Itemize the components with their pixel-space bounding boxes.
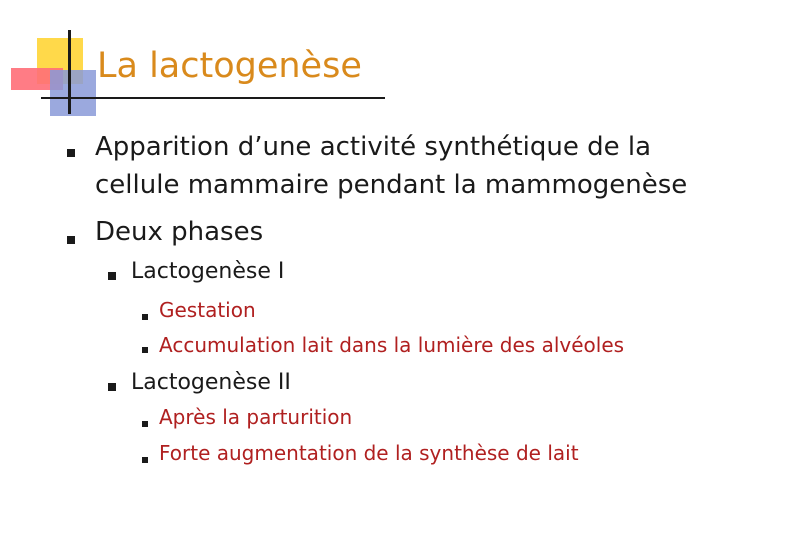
bullet-marker xyxy=(142,421,148,427)
bullet-marker xyxy=(67,236,75,244)
slide-title: La lactogenèse xyxy=(97,46,362,86)
bullet-marker xyxy=(108,383,116,391)
bullet-text-line: Apparition d’une activité synthétique de la xyxy=(95,132,652,162)
phase-item: Accumulation lait dans la lumière des alvéoles xyxy=(159,333,625,357)
bullet-marker xyxy=(142,457,148,463)
bullet-text: Deux phases xyxy=(95,217,264,247)
title-underline xyxy=(41,97,385,99)
phase-item: Gestation xyxy=(159,298,256,322)
decor-vertical-line xyxy=(68,30,71,114)
bullet-marker xyxy=(142,314,148,320)
phase-label: Lactogenèse I xyxy=(131,259,285,284)
phase-item: Forte augmentation de la synthèse de lait xyxy=(159,441,579,465)
bullet-text-line: cellule mammaire pendant la mammogenèse xyxy=(95,170,688,200)
bullet-marker xyxy=(67,149,75,157)
decor-blue-square xyxy=(50,70,96,116)
bullet-marker xyxy=(142,347,148,353)
phase-item: Après la parturition xyxy=(159,405,353,429)
phase-label: Lactogenèse II xyxy=(131,370,291,395)
bullet-marker xyxy=(108,272,116,280)
